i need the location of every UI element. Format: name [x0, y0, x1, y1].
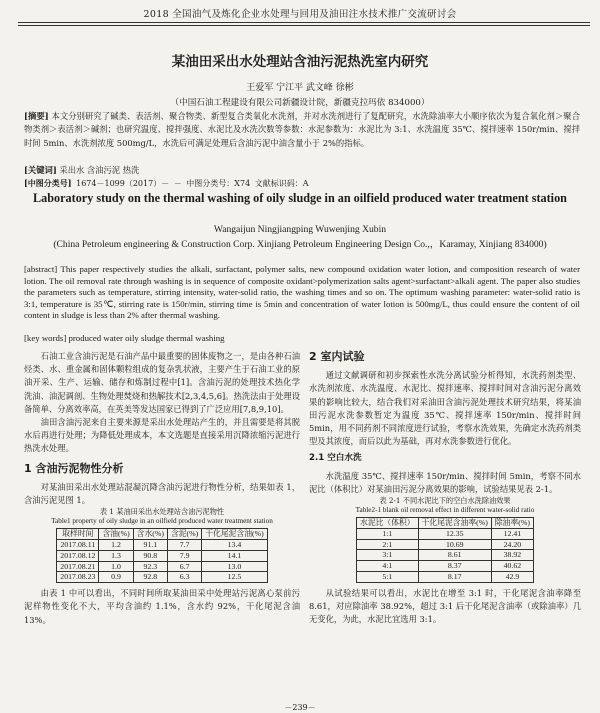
table-2-header: 水泥比（体积） [357, 518, 419, 529]
table-cell: 8.17 [418, 572, 491, 583]
table-row [357, 528, 534, 539]
table-cell: 91.1 [133, 540, 167, 551]
running-head: 2018 全国油气及炼化企业水处理与回用及油田注水技术推广交流研讨会 [143, 9, 457, 20]
table-cell: 2017.08.23 [57, 572, 99, 583]
abstract-cn-text: 本文分别研究了碱类、表活剂、聚合物类、新型复合类氧化水洗剂，并对水洗剂进行了复配研究，水洗除油率大小顺序依次为复合氧化剂＞聚合物类剂＞表活剂＞碱剂；也研究温度、搅拌强度、水泥比及水洗次数等参数：水泥参数为：水泥比为 3:1、水洗温度 35℃、搅拌速率 150r/min、搅拌时间 5min、水洗剂浓度 500mg/L，水洗后可满足处理后含油污泥中油含量小于 2%的指标。 [24, 111, 580, 148]
title-english: Laboratory study on the thermal washing of oily sludge in an oilfield produced water treatment station [33, 191, 567, 205]
table-1-caption-cn: 表 1 某油田采出水处理站含油污泥物性 [99, 507, 225, 517]
table-cell: 10.69 [418, 539, 491, 550]
table-cell: 1.0 [99, 561, 133, 572]
section-2-paragraph-1: 通过文献调研和初步探索性水洗分离试验分析得知，水洗药剂类型、水洗剂浓度、水洗温度、水泥比、搅拌速率、搅拌时间对含油污泥分离效果的影响比较大，结合我们对采油田含油污泥处理技术研究结果，将某油田污泥水洗参数暂定为温度 35℃、搅拌速率 150r/min、搅拌时间 5min，用不同药剂不同浓度进行试验，考察水洗效果，先确定水洗药剂类型及其浓度，而后以此为基础，再对水洗参数进行优化。 [309, 370, 581, 447]
table-2-caption-cn: 表 2-1 不同水泥比下的空白水洗除油效果 [379, 496, 511, 506]
left-column [24, 350, 300, 627]
keywords-en-text: produced water oily sludge thermal washing [68, 333, 225, 343]
table-1-header: 含油(%) [99, 529, 133, 540]
table-1-header: 取样时间 [57, 529, 99, 540]
keywords-chinese [24, 164, 580, 176]
keywords-english [24, 333, 580, 343]
section-1-heading: 1 含油污泥物性分析 [24, 461, 124, 475]
header-rule-top [18, 22, 590, 23]
table-cell: 8.37 [418, 561, 491, 572]
subsection-2-1-paragraph-1: 水洗温度 35℃、搅拌速率 150r/min、搅拌时间 5min，考察不同水泥比（体积比）对某油田污泥分离效果的影响，试验结果见表 2-1。 [309, 470, 581, 494]
table-2-caption-en: Table2-1 blank oil removal effect in different water-solid ratio [355, 505, 535, 514]
table-1 [56, 528, 267, 583]
table-row [57, 540, 267, 551]
keywords-cn-text: 采出水 含油污泥 热洗 [59, 165, 140, 175]
table-2-header: 干化尾泥含油率(%) [418, 518, 491, 529]
affiliation-english: (China Petroleum engineering & Construction Corp. Xinjiang Petroleum Engineering Design Co.,，Karamay, Xinjiang 834000) [53, 239, 547, 250]
table-row [357, 550, 534, 561]
abstract-english [24, 264, 580, 322]
table-cell: 14.1 [202, 550, 267, 561]
table-cell: 38.92 [491, 550, 533, 561]
table-2-header-row [357, 518, 534, 529]
keywords-cn-label: [关键词] [24, 165, 57, 175]
table-row [357, 539, 534, 550]
table-cell: 24.20 [491, 539, 533, 550]
affiliation-chinese: （中国石油工程建设有限公司新疆设计院，新疆克拉玛依 834000） [170, 98, 430, 108]
table-cell: 1:1 [357, 528, 419, 539]
table-cell: 13.4 [202, 540, 267, 551]
table-cell: 13.0 [202, 561, 267, 572]
table-2-header: 除油率(%) [491, 518, 533, 529]
table-cell: 7.9 [167, 550, 201, 561]
clc-label: [中图分类号] [24, 178, 72, 188]
table-cell: 1.2 [99, 540, 133, 551]
table-cell: 6.7 [167, 561, 201, 572]
table-1-header-row [57, 529, 267, 540]
page-number: －239－ [284, 703, 316, 712]
table-1-header: 含泥(%) [167, 529, 201, 540]
table-cell: 12.5 [202, 572, 267, 583]
section-1-paragraph-1: 对某油田采出水处理站混凝沉降含油污泥进行物性分析，结果如表 1，含油污泥见图 1。 [24, 481, 300, 506]
table-cell: 92.3 [133, 561, 167, 572]
table-row [57, 572, 267, 583]
keywords-en-label: [key words] [24, 333, 67, 343]
table-cell: 2017.08.11 [57, 540, 99, 551]
clc-part-1: 1674－1099（2017）－ [76, 179, 170, 188]
table-cell: 2017.08.12 [57, 550, 99, 561]
table-row [357, 561, 534, 572]
table-cell: 5:1 [357, 572, 419, 583]
table-cell: 8.61 [418, 550, 491, 561]
clc-part-3: 中图分类号：X74 文献标识码：A [186, 179, 309, 188]
classification-line [24, 178, 580, 189]
table-cell: 42.9 [491, 572, 533, 583]
authors-english: Wangaijun Ningjiangping Wuwenjing Xubin [213, 224, 387, 235]
table-cell: 0.9 [99, 572, 133, 583]
intro-paragraph-1: 石油工业含油污泥是石油产品中最重要的固体废物之一，是由各种石油烃类、水、重金属和固体颗粒组成的复杂乳状液，主要产生于石油工业的原油开采、生产、运输、储存和炼制过程中[1]。含油污泥的处理技术热化学洗油、油泥调剖、生物处理焚烧和热解技术[2,3,4,5,6]。热洗法由于处理设备简单、分离效率高，在英美等发达国家已得到了广泛应用[7,8,9,10]。 [24, 351, 300, 414]
title-chinese: 某油田采出水处理站含油污泥热洗室内研究 [171, 54, 429, 70]
abstract-en-text: This paper respectively studies the alkali, surfactant, polymer salts, new compound oxidation water lotion, and composition research of water lotion. The oil removal rate through washing is in sequence of composite oxidant>polymerization salts agent>surfactant>alkali agent. The paper also studies the parameters such as temperature, stirring intensity, water-solid ratio, the washing times and so on. The optimum washing parameter: water-solid ratio is 3:1, temperature is 35℃, stirring rate is 150r/min, stirring time is 5min and concentration of water lotion is 500mg/L, thus could ensure the content of oil content in sludge is less than 2% after thermal washing. [24, 264, 580, 321]
authors-chinese: 王爱军 宁江平 武文峰 徐彬 [246, 83, 354, 93]
table-row [357, 572, 534, 583]
abstract-en-label: [abstract] [24, 264, 58, 274]
table-cell: 6.3 [167, 572, 201, 583]
table-1-header: 干化尾泥含油(%) [202, 529, 267, 540]
table-cell: 92.8 [133, 572, 167, 583]
table-1-caption-en: Table1 property of oily sludge in an oilfield produced water treatment station [51, 516, 273, 525]
abstract-cn-label: [摘要] [24, 111, 49, 121]
table-cell: 2:1 [357, 539, 419, 550]
abstract-chinese [24, 110, 580, 150]
table-cell: 2017.08.21 [57, 561, 99, 572]
subsection-2-1-heading: 2.1 空白水洗 [309, 453, 362, 464]
header-rule-bottom [18, 25, 590, 26]
table-cell: 7.7 [167, 540, 201, 551]
right-column [309, 350, 581, 626]
table-cell: 3:1 [357, 550, 419, 561]
section-2-heading: 2 室内试验 [309, 350, 365, 363]
section-1-paragraph-2: 由表 1 中可以看出，不同时间所取某油田采中处理站污泥离心泵前污泥样物性变化不大，平均含油约 1.1%，含水约 92%，干化尾泥含油 13%。 [24, 588, 300, 625]
intro-paragraph-2: 油田含油污泥来自主要来源是采出水处理站产生的，并且需要是将其脱水后再进行处理；为降低处理成本，本文选题是直接采用沉降浓缩污泥进行热洗水处理。 [24, 417, 300, 454]
table-row [57, 550, 267, 561]
table-cell: 1.3 [99, 550, 133, 561]
table-1-header: 含水(%) [133, 529, 167, 540]
table-cell: 12.41 [491, 528, 533, 539]
table-2 [356, 517, 534, 583]
table-row [57, 561, 267, 572]
table-cell: 4:1 [357, 561, 419, 572]
clc-part-2: － [173, 179, 182, 188]
subsection-2-1-paragraph-2: 从试验结果可以看出，水泥比在增至 3:1 时，干化尾泥含油率降至 8.61，对应除油率 38.92%，超过 3:1 后干化尾泥含油率（或除油率）几无变化，为此，水泥比宜选用 3:1。 [309, 587, 581, 625]
table-cell: 40.62 [491, 561, 533, 572]
table-cell: 90.8 [133, 550, 167, 561]
table-cell: 12.35 [418, 528, 491, 539]
